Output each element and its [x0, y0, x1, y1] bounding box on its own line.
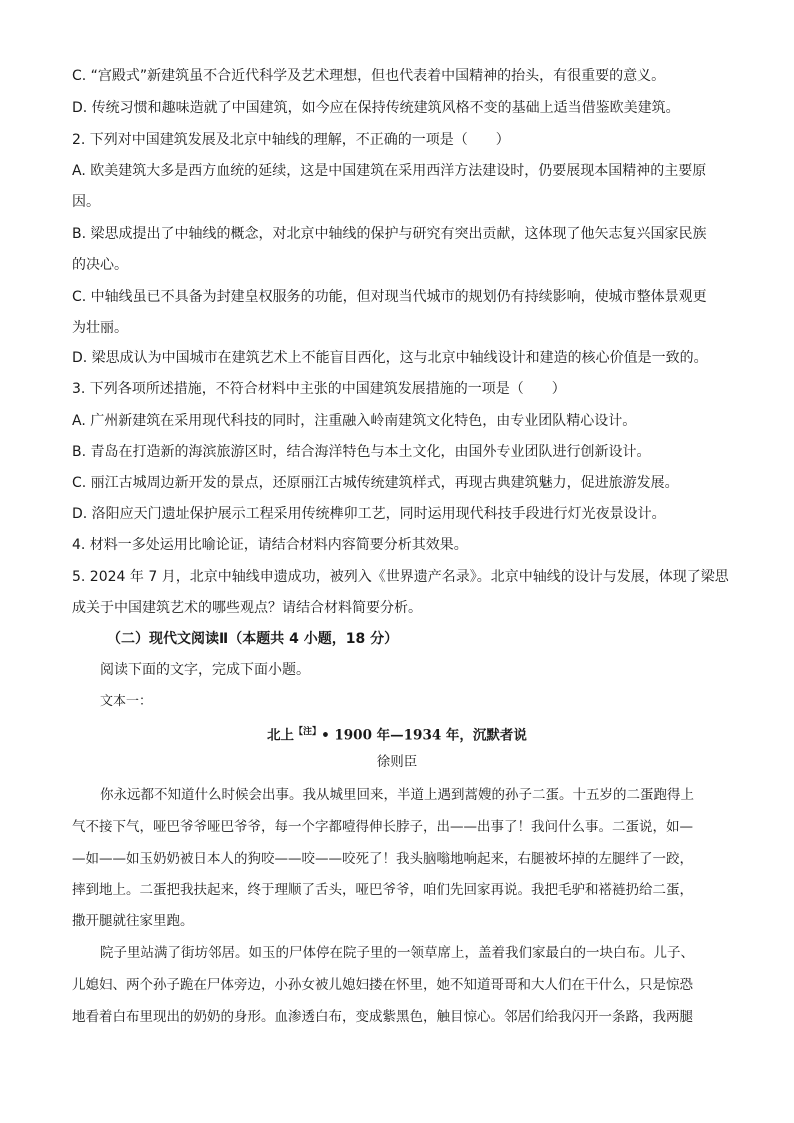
option-2d: D. 梁思成认为中国城市在建筑艺术上不能盲目西化，这与北京中轴线设计和建造的核心价值是一致的。: [72, 350, 708, 366]
question-4: 4. 材料一多处运用比喻论证，请结合材料内容简要分析其效果。: [72, 537, 468, 553]
article-line: 气不接下气，哑巴爷爷哑巴爷爷，每一个字都噎得伸长脖子，出——出事了！我问什么事。二蛋说，如—: [72, 819, 693, 835]
article-line: 摔到地上。二蛋把我扶起来，终于理顺了舌头，哑巴爷爷，咱们先回家再说。我把毛驴和褡裢扔给二蛋，: [72, 882, 693, 898]
option-3a: A. 广州新建筑在采用现代科技的同时，注重融入岭南建筑文化特色，由专业团队精心设计。: [72, 413, 637, 429]
option-3d: D. 洛阳应天门遗址保护展示工程采用传统榫卯工艺，同时运用现代科技手段进行灯光夜景设计。: [72, 506, 666, 522]
option-1d: D. 传统习惯和趣味造就了中国建筑，如今应在保持传统建筑风格不变的基础上适当借鉴欧美建筑。: [72, 100, 680, 116]
article-title-note: 【注】: [294, 727, 322, 737]
section-heading: （二）现代文阅读Ⅱ（本题共 4 小题，18 分）: [107, 631, 399, 647]
article-line: —如——如玉奶奶被日本人的狗咬——咬——咬死了！我头脑嗡地响起来，右腿被坏掉的左腿绊了一跤，: [72, 851, 693, 867]
article-line: 院子里站满了街坊邻居。如玉的尸体停在院子里的一领草席上，盖着我们家最白的一块白布。儿子、: [100, 945, 694, 961]
option-1c: C. “宫殿式”新建筑虽不合近代科学及艺术理想，但也代表着中国精神的抬头，有很重要的意义。: [72, 68, 666, 84]
article-line: 撒开腿就往家里跑。: [72, 913, 194, 929]
option-2c-line1: C. 中轴线虽已不具备为封建皇权服务的功能，但对现当代城市的规划仍有持续影响，使城市整体景观更: [72, 289, 707, 305]
article-title: [0, 722, 794, 746]
article-line: 地看着白布里现出的奶奶的身形。血渗透白布，变成紫黑色，触目惊心。邻居们给我闪开一条路，我两腿: [72, 1009, 693, 1025]
option-2c-line2: 为壮丽。: [72, 320, 128, 336]
question-5-line2: 成关于中国建筑艺术的哪些观点？请结合材料简要分析。: [72, 600, 422, 616]
article-line: 儿媳妇、两个孙子跪在尸体旁边，小孙女被儿媳妇搂在怀里，她不知道哥哥和大人们在干什么，只是惊恐: [72, 977, 693, 993]
article-line: 你永远都不知道什么时候会出事。我从城里回来，半道上遇到蒿嫂的孙子二蛋。十五岁的二蛋跑得上: [100, 787, 694, 803]
question-5-line1: 5. 2024 年 7 月，北京中轴线申遗成功，被列入《世界遗产名录》。北京中轴线的设计与发展，体现了梁思: [72, 569, 729, 585]
option-3b: B. 青岛在打造新的海滨旅游区时，结合海洋特色与本土文化，由国外专业团队进行创新设计。: [72, 444, 651, 460]
article-title-rest: • 1900 年—1934 年，沉默者说: [321, 727, 527, 744]
option-2b-line1: B. 梁思成提出了中轴线的概念，对北京中轴线的保护与研究有突出贡献，这体现了他矢志复兴国家民族: [72, 226, 707, 242]
option-2b-line2: 的决心。: [72, 257, 128, 273]
option-3c: C. 丽江古城周边新开发的景点，还原丽江古城传统建筑样式，再现古典建筑魅力，促进旅游发展。: [72, 475, 679, 491]
reading-instruction: 阅读下面的文字，完成下面小题。: [100, 662, 310, 678]
option-2a-line1: A. 欧美建筑大多是西方血统的延续，这是中国建筑在采用西洋方法建设时，仍要展现本国精神的主要原: [72, 163, 707, 179]
article-author: 徐则臣: [376, 754, 418, 770]
question-3: 3. 下列各项所述措施，不符合材料中主张的中国建筑发展措施的一项是（ ）: [72, 381, 566, 397]
option-2a-line2: 因。: [72, 194, 100, 210]
question-2: 2. 下列对中国建筑发展及北京中轴线的理解，不正确的一项是（ ）: [72, 132, 510, 148]
text-label: 文本一：: [100, 694, 153, 709]
article-title-main: 北上: [267, 727, 295, 744]
